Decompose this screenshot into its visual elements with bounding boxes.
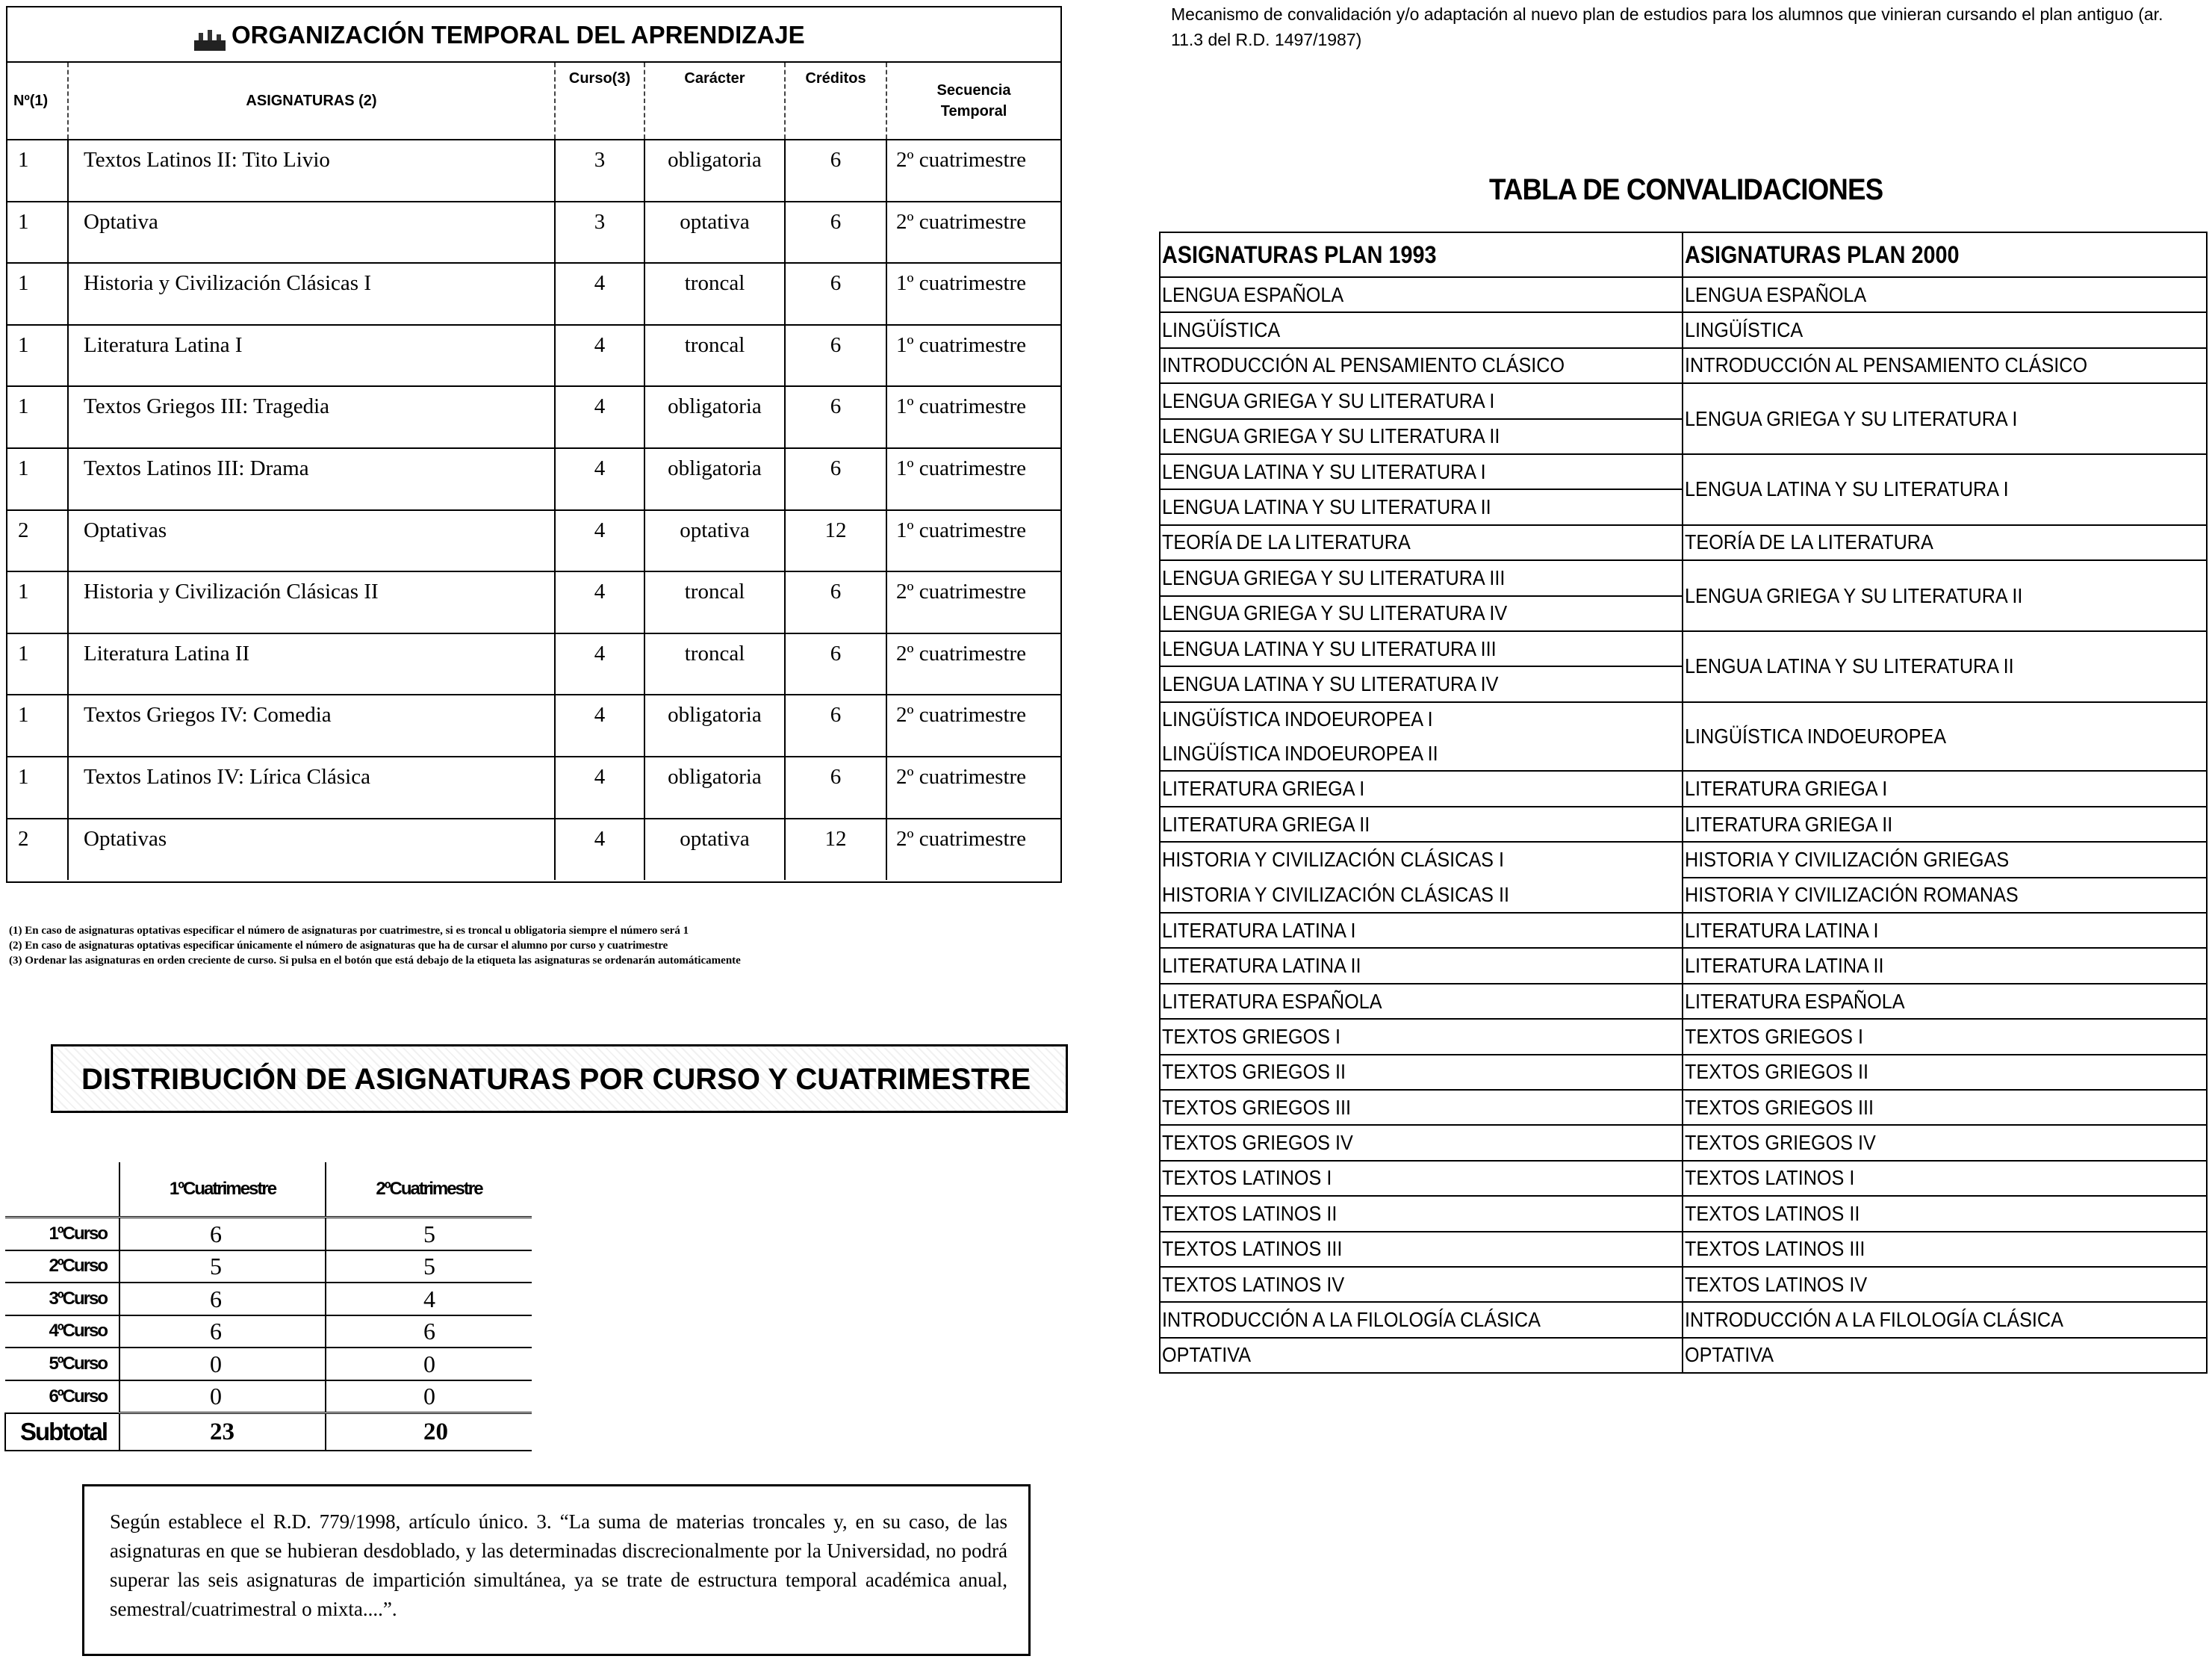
header-asignaturas: ASIGNATURAS (2) — [68, 63, 555, 140]
cell-asignatura: Textos Latinos IV: Lírica Clásica — [68, 757, 555, 819]
mecanismo-text: Mecanismo de convalidación y/o adaptación al nuevo plan de estudios para los alumnos que vinieran cursando el plan antiguo (ar. 11.3 del R.D. 1497/1987) — [1171, 4, 2163, 49]
cell-asignatura: Historia y Civilización Clásicas II — [68, 571, 555, 633]
plan-1993-cell: TEXTOS GRIEGOS I — [1160, 1019, 1683, 1054]
plan-2000-cell: INTRODUCCIÓN AL PENSAMIENTO CLÁSICO — [1683, 348, 2207, 383]
cell-asignatura: Textos Latinos II: Tito Livio — [68, 140, 555, 202]
convalidacion-row — [1160, 1302, 2207, 1337]
curso-label: 2ºCurso — [5, 1250, 119, 1283]
plan-2000-cell: LITERATURA GRIEGA II — [1683, 807, 2207, 842]
header-caracter: Carácter — [644, 63, 785, 140]
curso-label: 1ºCurso — [5, 1218, 119, 1250]
plan-1993-cell: LENGUA ESPAÑOLA — [1160, 277, 1683, 312]
cell-creditos: 6 — [785, 386, 886, 448]
curso-label: 5ºCurso — [5, 1348, 119, 1380]
cell-caracter: obligatoria — [644, 695, 785, 757]
distribucion-row — [5, 1283, 532, 1315]
plan-2000-cell: TEXTOS GRIEGOS II — [1683, 1055, 2207, 1090]
organizacion-row — [7, 386, 1060, 448]
cell-asignatura: Textos Griegos IV: Comedia — [68, 695, 555, 757]
cell-numero: 1 — [7, 386, 68, 448]
convalidacion-row — [1160, 348, 2207, 383]
cell-numero: 1 — [7, 140, 68, 202]
header-numero: Nº(1) — [7, 63, 68, 140]
cell-caracter: obligatoria — [644, 386, 785, 448]
distribucion-header-cuatrimestre-2: 2ºCuatrimestre — [326, 1162, 532, 1218]
plan-2000-cell: HISTORIA Y CIVILIZACIÓN GRIEGAS — [1683, 842, 2207, 877]
convalidacion-row — [1160, 1090, 2207, 1125]
convalidaciones-body — [1160, 232, 2207, 1373]
plan-1993-cell: HISTORIA Y CIVILIZACIÓN CLÁSICAS I — [1160, 842, 1683, 877]
cell-secuencia: 1º cuatrimestre — [886, 263, 1060, 325]
organizacion-temporal-table-box — [6, 6, 1062, 883]
cell-secuencia: 1º cuatrimestre — [886, 510, 1060, 572]
plan-2000-cell: TEXTOS GRIEGOS I — [1683, 1019, 2207, 1054]
cell-asignatura: Textos Latinos III: Drama — [68, 448, 555, 510]
plan-1993-cell: LITERATURA GRIEGA I — [1160, 771, 1683, 806]
cuatrimestre-1-value: 0 — [119, 1348, 326, 1380]
distribucion-row — [5, 1250, 532, 1283]
plan-1993-cell: LENGUA GRIEGA Y SU LITERATURA II — [1160, 419, 1683, 454]
plan-2000-cell: LENGUA LATINA Y SU LITERATURA II — [1683, 631, 2207, 702]
convalidacion-row — [1160, 984, 2207, 1019]
plan-1993-cell: LENGUA GRIEGA Y SU LITERATURA I — [1160, 383, 1683, 418]
plan-1993-cell: TEXTOS GRIEGOS II — [1160, 1055, 1683, 1090]
distribucion-row — [5, 1315, 532, 1348]
distribucion-title: DISTRIBUCIÓN DE ASIGNATURAS POR CURSO Y CUATRIMESTRE — [51, 1044, 1068, 1113]
plan-1993-cell: LENGUA LATINA Y SU LITERATURA II — [1160, 489, 1683, 524]
cell-asignatura: Literatura Latina I — [68, 325, 555, 387]
plan-2000-cell: LINGÜÍSTICA — [1683, 312, 2207, 347]
cell-creditos: 6 — [785, 202, 886, 264]
distribucion-header-row — [5, 1162, 532, 1218]
note-3: (3) Ordenar las asignaturas en orden creciente de curso. Si pulsa en el botón que está debajo de la etiqueta las asignaturas se ordenarán automáticamente — [9, 955, 741, 967]
cell-secuencia: 2º cuatrimestre — [886, 695, 1060, 757]
convalidacion-row — [1160, 560, 2207, 595]
convalidacion-row — [1160, 913, 2207, 948]
curso-label: 3ºCurso — [5, 1283, 119, 1315]
plan-1993-cell: LITERATURA LATINA I — [1160, 913, 1683, 948]
plan-2000-cell: LENGUA GRIEGA Y SU LITERATURA II — [1683, 560, 2207, 631]
cell-secuencia: 2º cuatrimestre — [886, 633, 1060, 695]
convalidacion-row — [1160, 1232, 2207, 1267]
plan-2000-cell: LENGUA LATINA Y SU LITERATURA I — [1683, 454, 2207, 525]
plan-1993-cell: INTRODUCCIÓN A LA FILOLOGÍA CLÁSICA — [1160, 1302, 1683, 1337]
plan-1993-cell: OPTATIVA — [1160, 1338, 1683, 1373]
cuatrimestre-2-value: 6 — [326, 1315, 532, 1348]
plan-1993-cell: LENGUA LATINA Y SU LITERATURA IV — [1160, 666, 1683, 701]
cell-caracter: obligatoria — [644, 757, 785, 819]
plan-2000-cell: LENGUA GRIEGA Y SU LITERATURA I — [1683, 383, 2207, 454]
organizacion-row — [7, 448, 1060, 510]
cuatrimestre-2-value: 5 — [326, 1250, 532, 1283]
header-plan-1993: ASIGNATURAS PLAN 1993 — [1160, 232, 1683, 277]
plan-2000-cell: TEXTOS LATINOS I — [1683, 1161, 2207, 1196]
cuatrimestre-1-value: 6 — [119, 1218, 326, 1250]
organizacion-row — [7, 140, 1060, 202]
cell-numero: 2 — [7, 819, 68, 881]
curso-label: Subtotal — [5, 1413, 119, 1451]
cell-curso: 4 — [555, 819, 644, 881]
convalidacion-row — [1160, 454, 2207, 489]
organizacion-title-bar — [7, 7, 1060, 63]
cuatrimestre-1-value: 6 — [119, 1315, 326, 1348]
organizacion-row — [7, 325, 1060, 387]
plan-2000-cell: OPTATIVA — [1683, 1338, 2207, 1373]
convalidacion-row — [1160, 1055, 2207, 1090]
distribucion-header-empty — [5, 1162, 119, 1218]
organizacion-notes — [9, 923, 1054, 968]
cuatrimestre-2-value: 0 — [326, 1380, 532, 1413]
distribucion-header-cuatrimestre-1: 1ºCuatrimestre — [119, 1162, 326, 1218]
plan-1993-cell: LINGÜÍSTICA INDOEUROPEA I — [1160, 702, 1683, 737]
organizacion-row — [7, 571, 1060, 633]
convalidaciones-header-row — [1160, 232, 2207, 277]
plan-2000-cell: LITERATURA ESPAÑOLA — [1683, 984, 2207, 1019]
organizacion-title: ORGANIZACIÓN TEMPORAL DEL APRENDIZAJE — [232, 21, 805, 49]
plan-2000-cell: TEORÍA DE LA LITERATURA — [1683, 525, 2207, 560]
convalidacion-row — [1160, 631, 2207, 666]
organizacion-row — [7, 510, 1060, 572]
distribucion-body — [5, 1218, 532, 1451]
cell-numero: 1 — [7, 263, 68, 325]
cuatrimestre-1-value: 23 — [119, 1413, 326, 1451]
cell-numero: 1 — [7, 202, 68, 264]
distribucion-row — [5, 1348, 532, 1380]
cell-creditos: 6 — [785, 757, 886, 819]
cell-numero: 1 — [7, 695, 68, 757]
cell-caracter: optativa — [644, 510, 785, 572]
plan-2000-cell: HISTORIA Y CIVILIZACIÓN ROMANAS — [1683, 878, 2207, 913]
distribucion-subtotal-row — [5, 1413, 532, 1451]
plan-1993-cell: LITERATURA LATINA II — [1160, 948, 1683, 983]
cell-numero: 2 — [7, 510, 68, 572]
plan-1993-cell: INTRODUCCIÓN AL PENSAMIENTO CLÁSICO — [1160, 348, 1683, 383]
organizacion-row — [7, 202, 1060, 264]
plan-2000-cell: TEXTOS LATINOS IV — [1683, 1267, 2207, 1302]
curso-label: 4ºCurso — [5, 1315, 119, 1348]
convalidaciones-title: TABLA DE CONVALIDACIONES — [1489, 173, 1883, 206]
plan-1993-cell: HISTORIA Y CIVILIZACIÓN CLÁSICAS II — [1160, 878, 1683, 913]
cell-creditos: 6 — [785, 633, 886, 695]
convalidacion-row — [1160, 878, 2207, 913]
cell-asignatura: Historia y Civilización Clásicas I — [68, 263, 555, 325]
plan-2000-cell: LITERATURA LATINA I — [1683, 913, 2207, 948]
cell-curso: 4 — [555, 695, 644, 757]
convalidacion-row — [1160, 1196, 2207, 1231]
plan-1993-cell: LINGÜÍSTICA — [1160, 312, 1683, 347]
cell-numero: 1 — [7, 325, 68, 387]
convalidacion-row — [1160, 525, 2207, 560]
cell-curso: 3 — [555, 202, 644, 264]
plan-2000-cell: TEXTOS LATINOS III — [1683, 1232, 2207, 1267]
cell-creditos: 6 — [785, 695, 886, 757]
plan-1993-cell: TEXTOS LATINOS IV — [1160, 1267, 1683, 1302]
cell-caracter: troncal — [644, 263, 785, 325]
distribucion-table — [4, 1162, 532, 1451]
cell-asignatura: Optativas — [68, 510, 555, 572]
cell-secuencia: 2º cuatrimestre — [886, 571, 1060, 633]
cell-creditos: 6 — [785, 571, 886, 633]
cell-creditos: 6 — [785, 140, 886, 202]
cell-curso: 4 — [555, 510, 644, 572]
organizacion-row — [7, 633, 1060, 695]
convalidaciones-table — [1159, 232, 2208, 1374]
cell-creditos: 6 — [785, 325, 886, 387]
plan-1993-cell: TEXTOS GRIEGOS IV — [1160, 1125, 1683, 1160]
cell-secuencia: 2º cuatrimestre — [886, 140, 1060, 202]
plan-1993-cell: TEXTOS LATINOS I — [1160, 1161, 1683, 1196]
cuatrimestre-1-value: 6 — [119, 1283, 326, 1315]
cell-secuencia: 2º cuatrimestre — [886, 202, 1060, 264]
plan-1993-cell: LENGUA GRIEGA Y SU LITERATURA III — [1160, 560, 1683, 595]
plan-2000-cell: INTRODUCCIÓN A LA FILOLOGÍA CLÁSICA — [1683, 1302, 2207, 1337]
cell-curso: 4 — [555, 325, 644, 387]
plan-1993-cell: LITERATURA GRIEGA II — [1160, 807, 1683, 842]
cell-asignatura: Literatura Latina II — [68, 633, 555, 695]
header-secuencia: Secuencia Temporal — [886, 63, 1060, 140]
cuatrimestre-2-value: 20 — [326, 1413, 532, 1451]
cell-numero: 1 — [7, 448, 68, 510]
organizacion-body — [7, 140, 1060, 880]
cell-asignatura: Optativas — [68, 819, 555, 881]
plan-1993-cell: TEXTOS LATINOS III — [1160, 1232, 1683, 1267]
convalidacion-row — [1160, 1019, 2207, 1054]
plan-2000-cell: LITERATURA LATINA II — [1683, 948, 2207, 983]
cell-curso: 4 — [555, 386, 644, 448]
cuatrimestre-2-value: 0 — [326, 1348, 532, 1380]
cell-creditos: 6 — [785, 263, 886, 325]
organizacion-header-row — [7, 63, 1060, 140]
plan-1993-cell: LENGUA LATINA Y SU LITERATURA III — [1160, 631, 1683, 666]
convalidacion-row — [1160, 702, 2207, 737]
cell-secuencia: 1º cuatrimestre — [886, 325, 1060, 387]
cell-caracter: troncal — [644, 571, 785, 633]
cell-secuencia: 1º cuatrimestre — [886, 386, 1060, 448]
cell-caracter: troncal — [644, 633, 785, 695]
rd-quote-box: Según establece el R.D. 779/1998, artículo único. 3. “La suma de materias troncales y, en su caso, de las asignaturas en que se hubieran desdoblado, y las determinadas discrecionalmente por la Universidad, no podrá superar las seis asignaturas de impartición simultánea, ya se trate de estructura temporal académica anual, semestral/cuatrimestral o mixta....”. — [82, 1484, 1031, 1656]
plan-1993-cell: LINGÜÍSTICA INDOEUROPEA II — [1160, 737, 1683, 771]
plan-1993-cell: LENGUA GRIEGA Y SU LITERATURA IV — [1160, 596, 1683, 631]
cell-caracter: optativa — [644, 819, 785, 881]
plan-2000-cell: LENGUA ESPAÑOLA — [1683, 277, 2207, 312]
plan-1993-cell: LENGUA LATINA Y SU LITERATURA I — [1160, 454, 1683, 489]
cell-asignatura: Textos Griegos III: Tragedia — [68, 386, 555, 448]
plan-1993-cell: LITERATURA ESPAÑOLA — [1160, 984, 1683, 1019]
convalidacion-row — [1160, 312, 2207, 347]
header-curso: Curso(3) — [555, 63, 644, 140]
convalidacion-row — [1160, 277, 2207, 312]
header-creditos: Créditos — [785, 63, 886, 140]
organizacion-row — [7, 695, 1060, 757]
cell-secuencia: 1º cuatrimestre — [886, 448, 1060, 510]
cell-caracter: obligatoria — [644, 140, 785, 202]
plan-1993-cell: TEXTOS LATINOS II — [1160, 1196, 1683, 1231]
cell-numero: 1 — [7, 633, 68, 695]
plan-1993-cell: TEORÍA DE LA LITERATURA — [1160, 525, 1683, 560]
cell-secuencia: 2º cuatrimestre — [886, 757, 1060, 819]
cell-creditos: 6 — [785, 448, 886, 510]
header-plan-2000: ASIGNATURAS PLAN 2000 — [1683, 232, 2207, 277]
plan-2000-cell: TEXTOS GRIEGOS III — [1683, 1090, 2207, 1125]
cell-secuencia: 2º cuatrimestre — [896, 826, 1027, 851]
note-2: (2) En caso de asignaturas optativas especificar únicamente el número de asignaturas que ha de cursar el alumno por curso y cuatrimestre — [9, 940, 668, 952]
plan-2000-cell: LINGÜÍSTICA INDOEUROPEA — [1683, 702, 2207, 772]
university-logo-icon — [193, 30, 227, 52]
note-1: (1) En caso de asignaturas optativas especificar el número de asignaturas por cuatrimestre, si es troncal u obligatoria siempre el número será 1 — [9, 925, 689, 937]
cell-caracter: obligatoria — [644, 448, 785, 510]
cell-curso: 3 — [555, 140, 644, 202]
cell-curso: 4 — [555, 757, 644, 819]
cell-numero: 1 — [7, 757, 68, 819]
convalidacion-row — [1160, 1338, 2207, 1373]
curso-label: 6ºCurso — [5, 1380, 119, 1413]
cell-curso: 4 — [555, 263, 644, 325]
plan-2000-cell: TEXTOS GRIEGOS IV — [1683, 1125, 2207, 1160]
plan-2000-cell: TEXTOS LATINOS II — [1683, 1196, 2207, 1231]
convalidacion-row — [1160, 1267, 2207, 1302]
convalidacion-row — [1160, 807, 2207, 842]
organizacion-table — [7, 63, 1060, 880]
convalidacion-row — [1160, 948, 2207, 983]
organizacion-row — [7, 263, 1060, 325]
organizacion-row — [7, 757, 1060, 819]
cuatrimestre-2-value: 4 — [326, 1283, 532, 1315]
cell-curso: 4 — [555, 571, 644, 633]
cell-curso: 4 — [555, 633, 644, 695]
plan-1993-cell: TEXTOS GRIEGOS III — [1160, 1090, 1683, 1125]
convalidacion-row — [1160, 771, 2207, 806]
cuatrimestre-1-value: 5 — [119, 1250, 326, 1283]
distribucion-row — [5, 1380, 532, 1413]
cell-caracter: troncal — [644, 325, 785, 387]
convalidacion-row — [1160, 1161, 2207, 1196]
plan-2000-cell: LITERATURA GRIEGA I — [1683, 771, 2207, 806]
cell-caracter: optativa — [644, 202, 785, 264]
distribucion-row — [5, 1218, 532, 1250]
cuatrimestre-2-value: 5 — [326, 1218, 532, 1250]
cell-asignatura: Optativa — [68, 202, 555, 264]
organizacion-row — [7, 819, 1060, 881]
cell-curso: 4 — [555, 448, 644, 510]
convalidacion-row — [1160, 1125, 2207, 1160]
cell-creditos: 12 — [785, 819, 886, 881]
cell-creditos: 12 — [785, 510, 886, 572]
cell-numero: 1 — [7, 571, 68, 633]
convalidacion-row — [1160, 842, 2207, 877]
cuatrimestre-1-value: 0 — [119, 1380, 326, 1413]
convalidacion-row — [1160, 383, 2207, 418]
